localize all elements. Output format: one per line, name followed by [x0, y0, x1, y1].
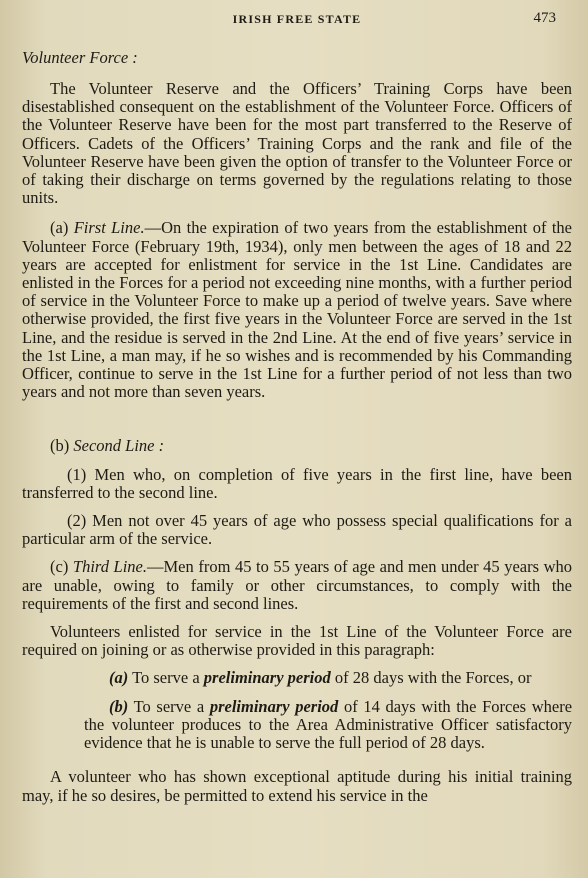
second-line-title: Second Line :: [73, 436, 165, 456]
second-line-heading: [22, 437, 572, 455]
second-line-label: (b): [50, 436, 70, 456]
second-line-item-1: (1) Men who, on completion of five years in the first line, have been transferred to the second line.: [22, 464, 572, 502]
page-number: 473: [533, 10, 556, 26]
third-line-text: —Men from 45 to 55 years of age and men under 45 years who are unable, owing to family or other circumstances, to comply with the requirements of the first and second lines.: [22, 557, 573, 613]
page-header: [22, 10, 572, 32]
volunteers-paragraph: Volunteers enlisted for service in the 1st Line of the Volunteer Force are required on joining or as otherwise provided in this paragraph:: [22, 622, 572, 660]
item-a-term: preliminary period: [203, 668, 331, 688]
first-line-text: —On the expiration of two years from the establishment of the Volunteer Force (February 19th, 1934), only men between the ages of 18 and 22 years are accepted for enlistment for service in the 1st Line. Candidates are enlisted in the Forces for a period not exceeding nine months, with a further period of service in the Volunteer Force to make up a period of twelve years. Save where otherwise provided, the first five years in the Volunteer Force are served in the 1st Line, and the residue is served in the 2nd Line. At the end of five years’ service in the 1st Line, a man may, if he so wishes and is recommended by his Commanding Officer, continue to serve in the 1st Line for a further period of not less than two years and not more than seven years.: [22, 218, 572, 402]
first-line-label: (a): [50, 218, 69, 238]
aptitude-paragraph: A volunteer who has shown exceptional aptitude during his initial training may, if he so desires, be permitted to extend his service in the: [22, 767, 572, 805]
item-a-post: of 28 days with the Forces, or: [334, 668, 532, 688]
first-line-title: First Line.: [73, 218, 145, 238]
first-line-paragraph: [22, 219, 572, 401]
item-a-label: (a): [109, 668, 129, 688]
second-line-item-2: (2) Men not over 45 years of age who possess special qualifications for a particular arm of the service.: [22, 511, 572, 549]
preliminary-period-item-a: [22, 669, 572, 687]
item-b-term: preliminary period: [209, 696, 339, 716]
third-line-title: Third Line.: [72, 557, 148, 577]
intro-paragraph: The Volunteer Reserve and the Officers’ Training Corps have been disestablished consequent on the establishment of the Volunteer Force. Officers of the Volunteer Reserve have been for the most part transferred to the Reserve of Officers. Cadets of the Officers’ Training Corps and the rank and file of the Volunteer Reserve have been given the option of transfer to the Volunteer Force or of taking their discharge on terms governed by the regulations relating to those units.: [22, 79, 572, 208]
third-line-label: (c): [50, 557, 69, 577]
item-b-post: of 14 days with the Forces where the volunteer produces to the Area Administrative Officer satisfactory evidence that he is unable to serve the full period of 28 days.: [84, 696, 573, 753]
section-heading: Volunteer Force :: [22, 48, 138, 67]
item-a-pre: To serve a: [132, 668, 200, 688]
third-line-paragraph: [22, 558, 572, 613]
preliminary-period-item-b: [22, 698, 572, 753]
running-head: IRISH FREE STATE: [232, 12, 362, 26]
item-b-pre: To serve a: [133, 696, 205, 716]
item-b-label: (b): [109, 696, 129, 716]
